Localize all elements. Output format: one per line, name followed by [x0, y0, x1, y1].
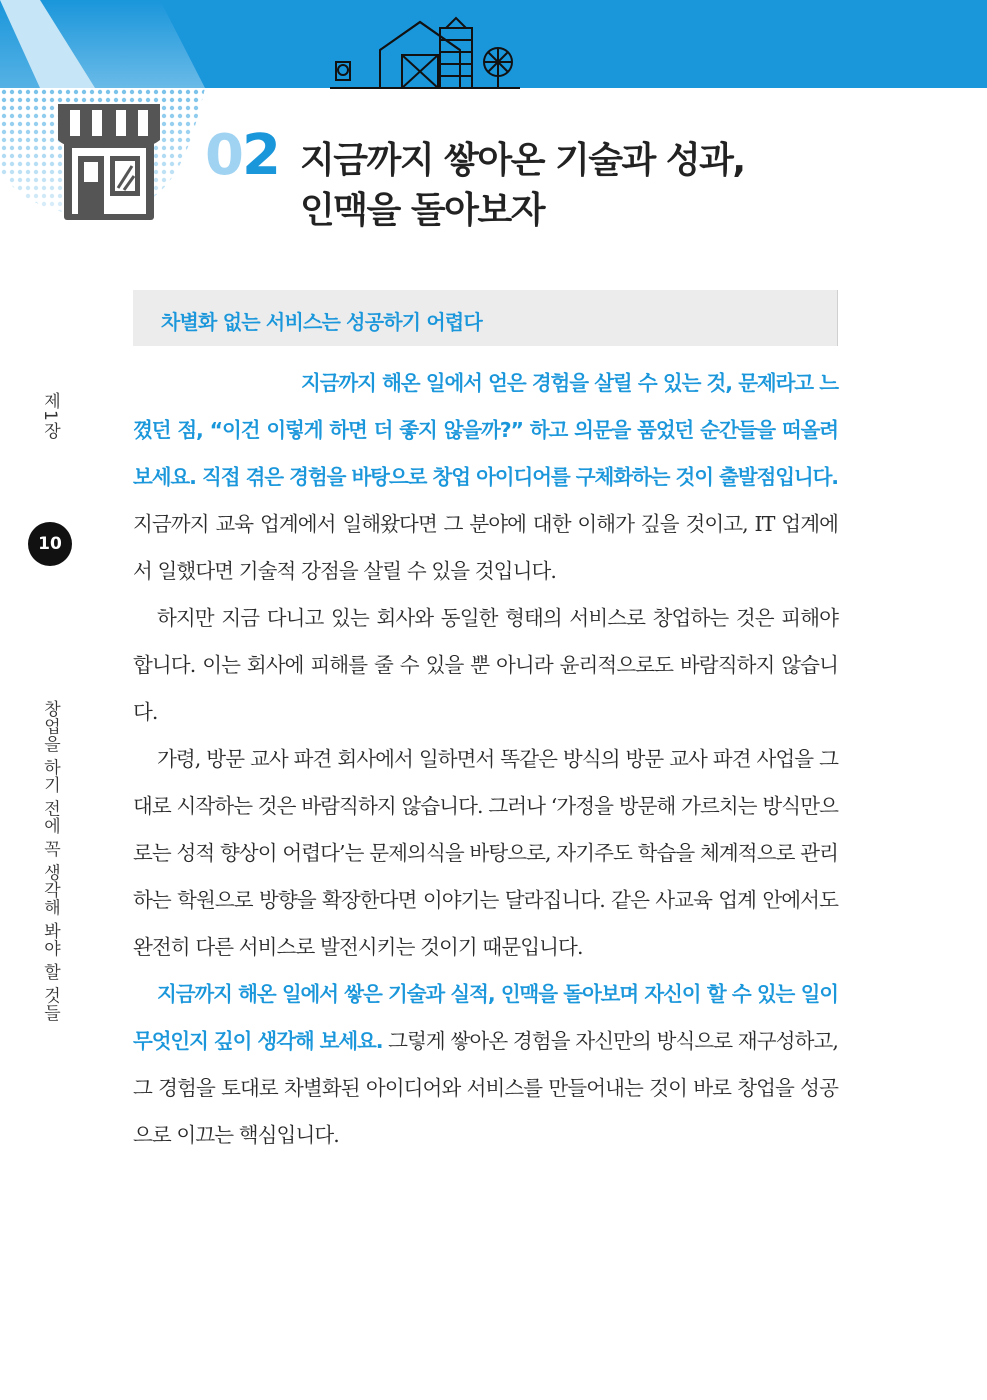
paragraph-1-highlight: 지금까지 해온 일에서 얻은 경험을 살릴 수 있는 것, 문제라고 느꼈던 점, “이건 이렇게 하면 더 좋지 않을까?” 하고 의문을 품었던 순간들을 떠올려 보세요. 직접 겪은 경험을 바탕으로 창업 아이디어를 구체화하는 것이 출발점입니다. — [133, 371, 838, 489]
section-number-zero: 0 — [205, 123, 242, 188]
book-title-running-head: 창업을 하기 전에 꼭 생각해 봐야 할 것들 — [40, 700, 60, 1022]
paragraph-2 — [133, 595, 838, 736]
paragraph-1-text: 지금까지 교육 업계에서 일해왔다면 그 분야에 대한 이해가 깊을 것이고, IT 업계에서 일했다면 기술적 강점을 살릴 수 있을 것입니다. — [133, 512, 838, 583]
paragraph-4 — [133, 971, 838, 1159]
paragraph-3-text: 가령, 방문 교사 파견 회사에서 일하면서 똑같은 방식의 방문 교사 파견 사업을 그대로 시작하는 것은 바람직하지 않습니다. 그러나 ‘가정을 방문해 가르치는 방식만으로는 성적 향상이 어렵다’는 문제의식을 바탕으로, 자기주도 학습을 체계적으로 관리하는 학원으로 방향을 확장한다면 이야기는 달라집니다. 같은 사교육 업계 안에서도 완전히 다른 서비스로 발전시키는 것이기 때문입니다. — [133, 747, 838, 959]
section-title-line1: 지금까지 쌓아온 기술과 성과, — [300, 140, 745, 181]
section-number-digit: 2 — [241, 123, 279, 188]
paragraph-4-highlight: 지금까지 해온 일에서 쌓은 기술과 실적, 인맥을 돌아보며 자신이 할 수 있는 일이 무엇인지 깊이 생각해 보세요. — [133, 982, 838, 1053]
paragraph-2-text: 하지만 지금 다니고 있는 회사와 동일한 형태의 서비스로 창업하는 것은 피해야 합니다. 이는 회사에 피해를 줄 수 있을 뿐 아니라 윤리적으로도 바람직하지 않습니다. — [133, 606, 838, 724]
section-title — [300, 136, 745, 236]
paragraph-1 — [133, 360, 838, 595]
page-number-badge: 10 — [28, 522, 72, 566]
paragraph-3 — [133, 736, 838, 971]
subhead-title: 차별화 없는 서비스는 성공하기 어렵다 — [161, 310, 482, 334]
farm-barn-illustration — [330, 18, 520, 88]
section-title-line2: 인맥을 돌아보자 — [300, 190, 544, 231]
section-number — [205, 123, 279, 188]
storefront-icon — [58, 104, 160, 220]
body-text — [133, 360, 838, 1159]
subhead-box — [133, 290, 838, 346]
chapter-label: 제1장 — [40, 392, 60, 440]
paragraph-4-text: 그렇게 쌓아온 경험을 자신만의 방식으로 재구성하고, 그 경험을 토대로 차별화된 아이디어와 서비스를 만들어내는 것이 바로 창업을 성공으로 이끄는 핵심입니다. — [133, 1029, 839, 1147]
